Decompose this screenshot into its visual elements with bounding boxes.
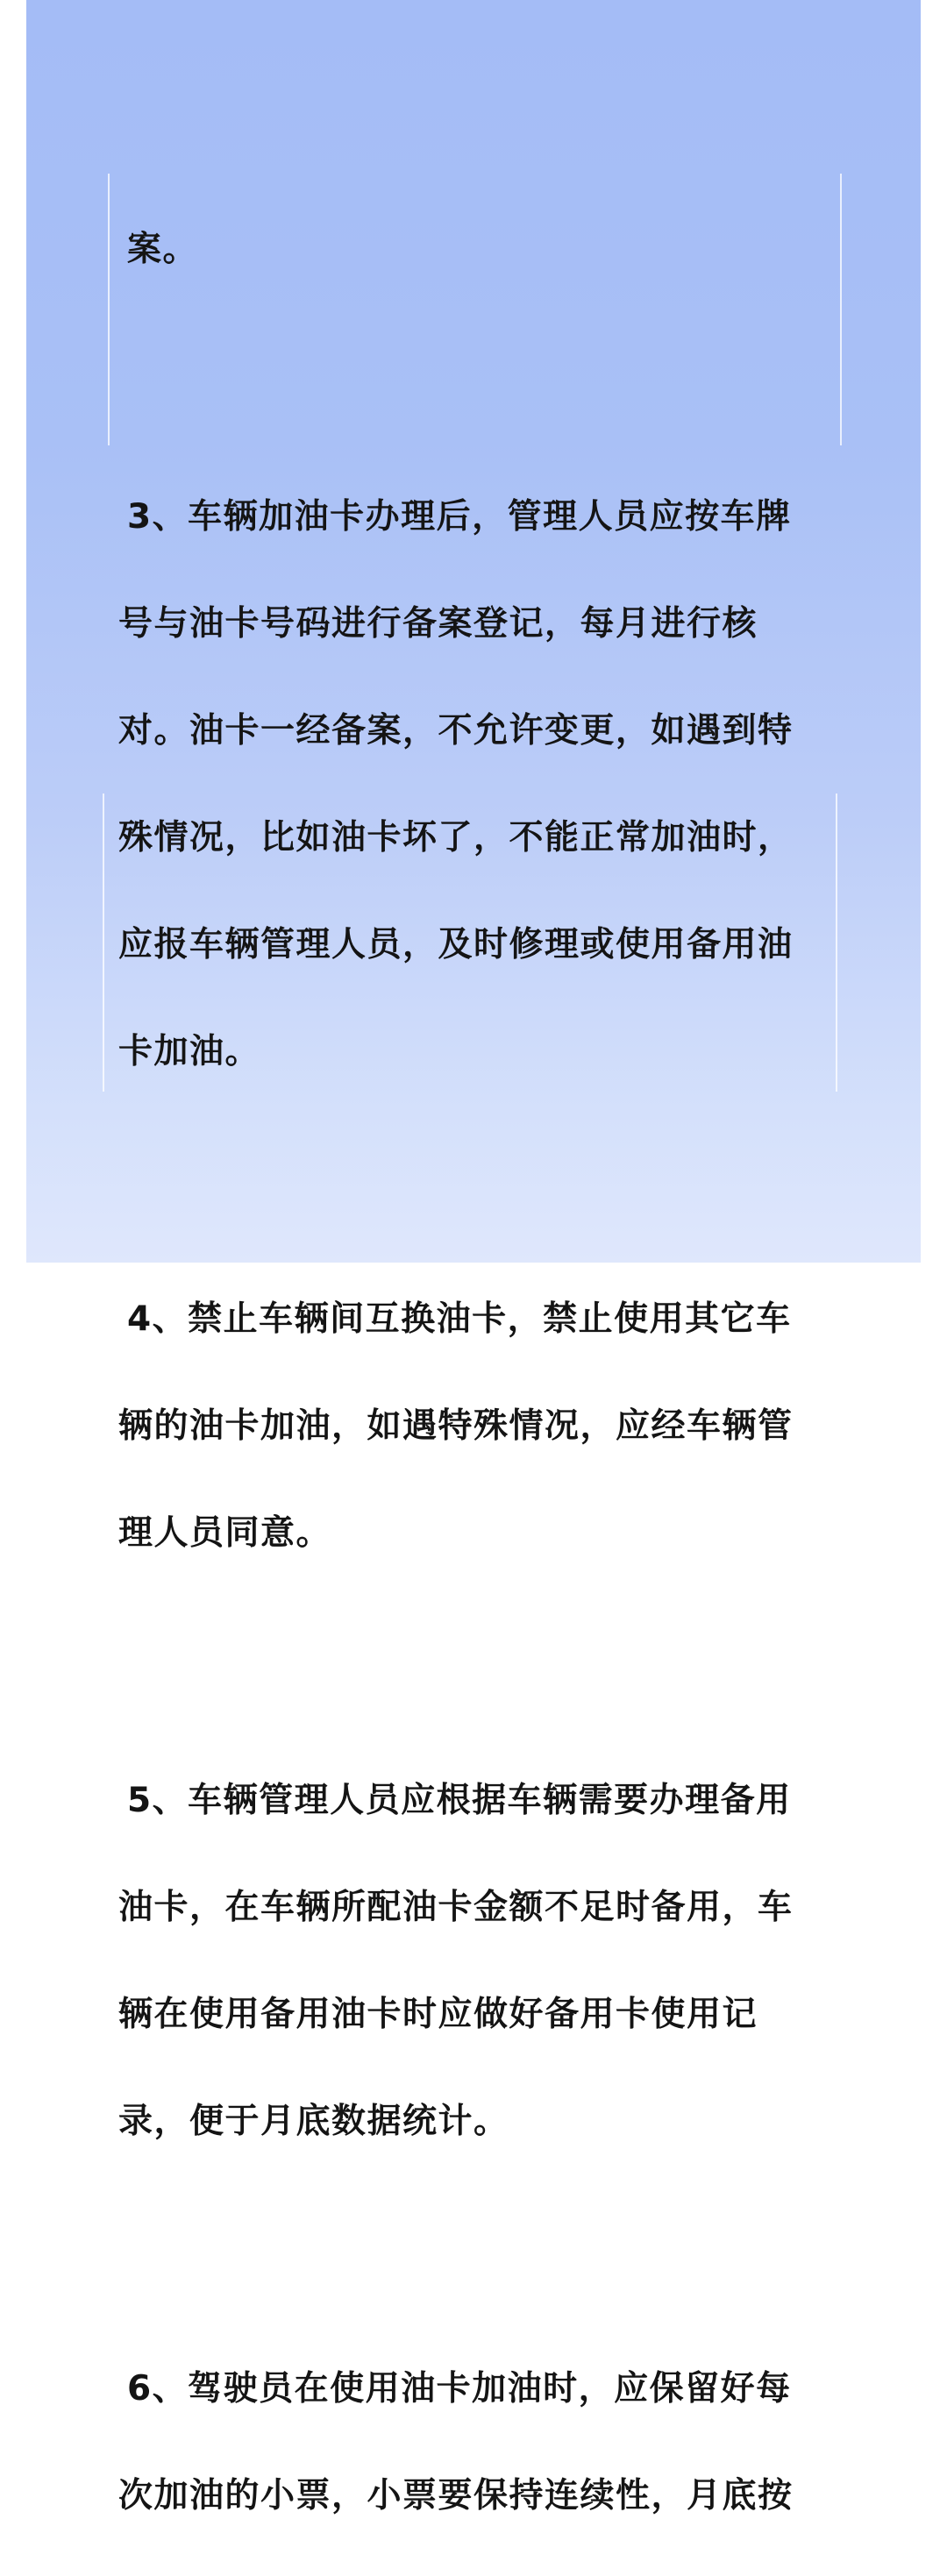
text-line: 案。 — [127, 230, 199, 269]
paragraph-6 — [118, 2309, 846, 2523]
paragraph-4 — [118, 1239, 846, 1560]
paragraph-3 — [118, 437, 846, 1078]
text-line: 对。油卡一经备案，不允许变更，如遇到特 — [118, 711, 794, 751]
text-line: 应报车辆管理人员，及时修理或使用备用油 — [118, 925, 794, 964]
text-line: 5、车辆管理人员应根据车辆需要办理备用 — [127, 1781, 792, 1820]
paragraph-continued — [118, 169, 846, 276]
decorative-guide-line — [108, 174, 110, 445]
text-line: 辆的油卡加油，如遇特殊情况，应经车辆管 — [118, 1406, 794, 1446]
text-line: 油卡，在车辆所配油卡金额不足时备用，车 — [118, 1888, 794, 1927]
text-line: 理人员同意。 — [118, 1513, 332, 1553]
text-line: 卡加油。 — [118, 1032, 261, 1071]
text-line: 殊情况，比如油卡坏了，不能正常加油时， — [118, 818, 794, 857]
text-line: 4、禁止车辆间互换油卡，禁止使用其它车 — [127, 1299, 792, 1339]
text-line: 3、车辆加油卡办理后，管理人员应按车牌 — [127, 497, 792, 537]
text-line: 辆在使用备用油卡时应做好备用卡使用记 — [118, 1995, 758, 2034]
document-body — [118, 116, 846, 2576]
text-line: 号与油卡号码进行备案登记，每月进行核 — [118, 604, 758, 644]
paragraph-5 — [118, 1720, 846, 2148]
text-line: 录，便于月底数据统计。 — [118, 2102, 509, 2141]
text-line: 次加油的小票，小票要保持连续性，月底按 — [118, 2476, 794, 2516]
decorative-guide-line — [103, 793, 104, 1092]
text-line: 6、驾驶员在使用油卡加油时，应保留好每 — [127, 2369, 792, 2409]
